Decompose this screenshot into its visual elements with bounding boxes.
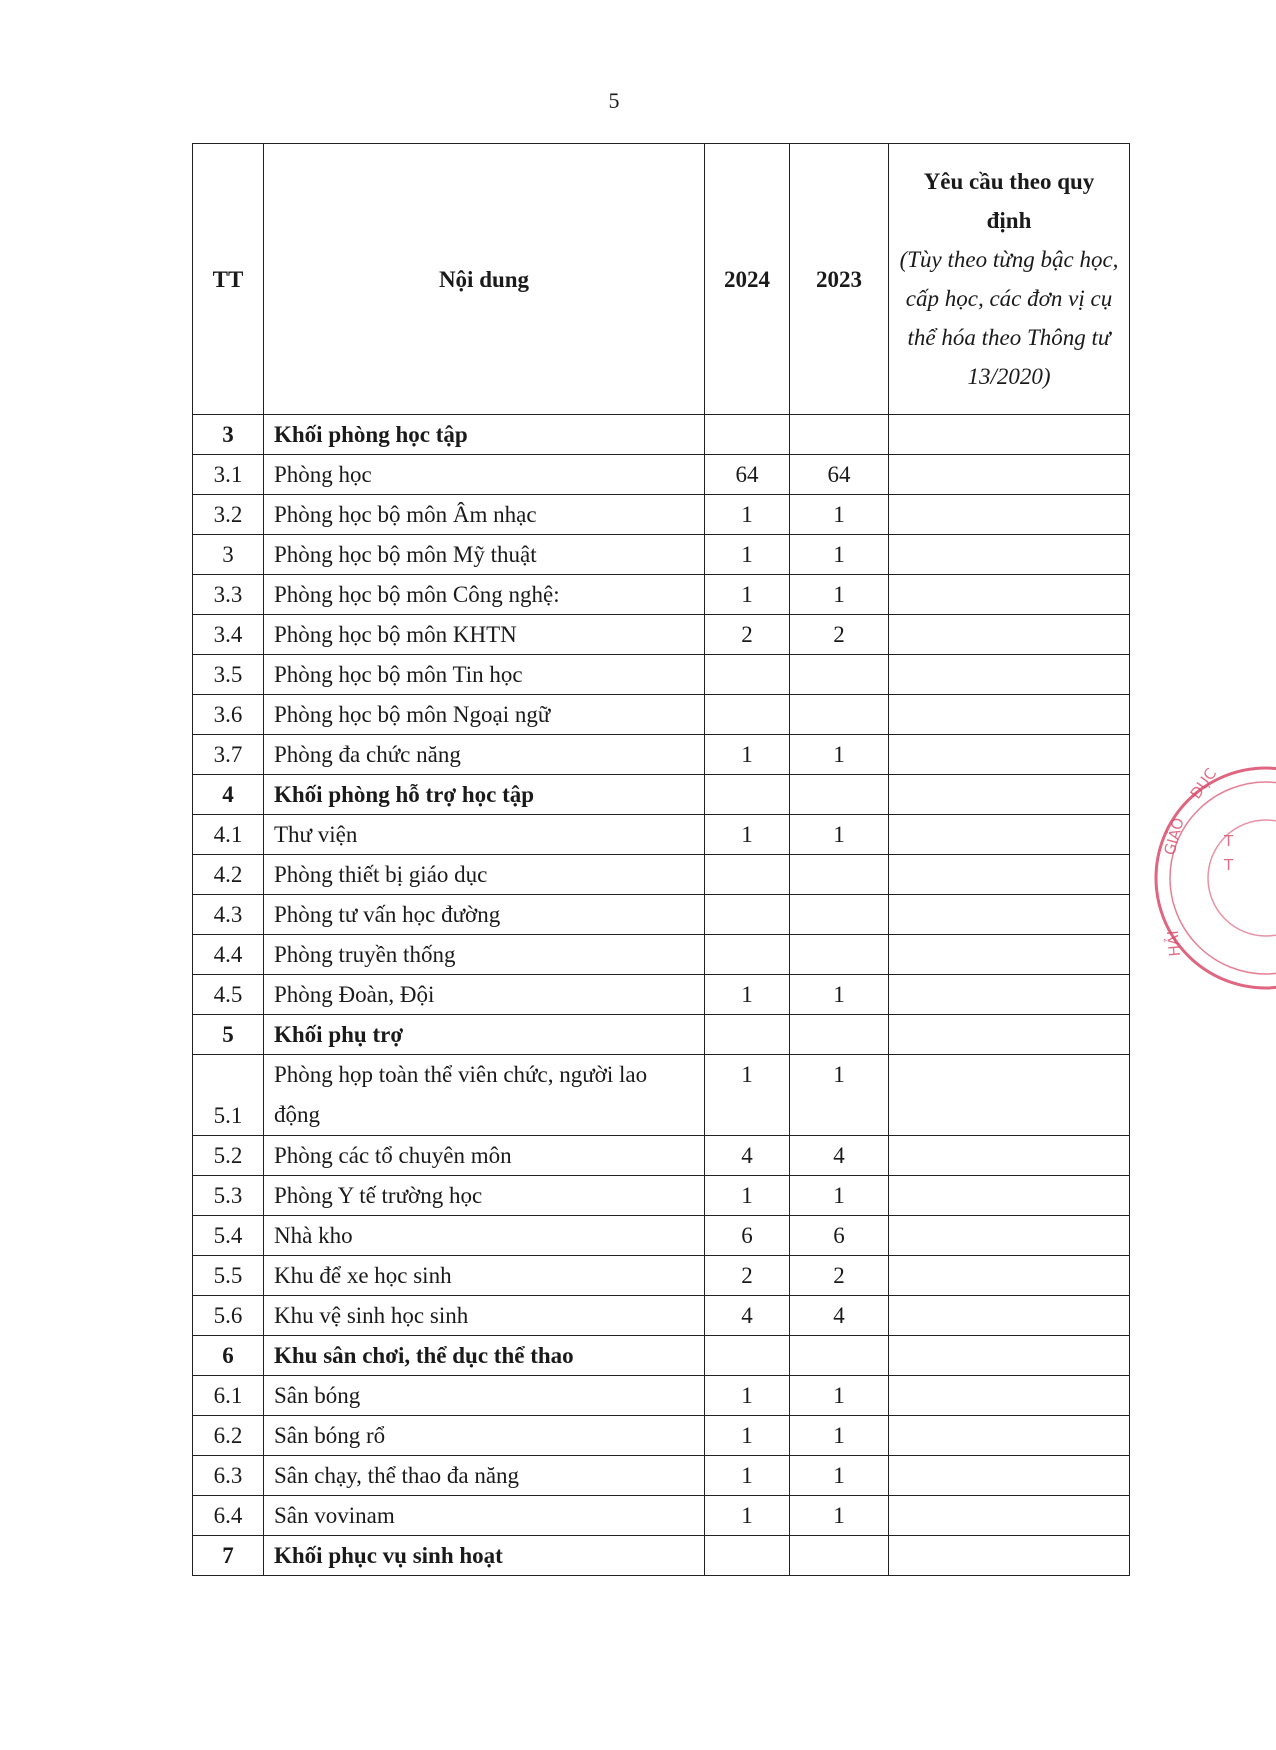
- cell-2023: 6: [790, 1216, 889, 1256]
- table-header-row: [193, 144, 1130, 415]
- cell-2023: 4: [790, 1296, 889, 1336]
- cell-requirement: [889, 655, 1130, 695]
- svg-text:T: T: [1224, 856, 1234, 874]
- table-row: [193, 1456, 1130, 1496]
- header-requirement-title: Yêu cầu theo quy định: [923, 169, 1095, 233]
- cell-tt: 4.2: [193, 855, 264, 895]
- section-row: [193, 1336, 1130, 1376]
- cell-2024: 1: [705, 1456, 790, 1496]
- table-row: [193, 1256, 1130, 1296]
- cell-tt: 5: [193, 1015, 264, 1055]
- cell-content: Phòng truyền thống: [264, 935, 705, 975]
- table-row: [193, 935, 1130, 975]
- header-tt: TT: [193, 144, 264, 415]
- cell-2023: 1: [790, 1055, 889, 1136]
- table-row: [193, 1296, 1130, 1336]
- header-requirement: [889, 144, 1130, 415]
- cell-tt: 5.4: [193, 1216, 264, 1256]
- svg-text:ĐỤC: ĐỤC: [1186, 764, 1221, 803]
- table-row: [193, 855, 1130, 895]
- svg-text:T: T: [1224, 832, 1234, 850]
- cell-2023: 2: [790, 615, 889, 655]
- cell-requirement: [889, 1256, 1130, 1296]
- cell-2023: 1: [790, 975, 889, 1015]
- cell-requirement: [889, 415, 1130, 455]
- table-row: [193, 895, 1130, 935]
- cell-tt: 3.6: [193, 695, 264, 735]
- cell-content: Phòng họp toàn thể viên chức, người lao động: [264, 1055, 705, 1136]
- cell-2023: 1: [790, 735, 889, 775]
- cell-tt: 5.6: [193, 1296, 264, 1336]
- table-row: [193, 655, 1130, 695]
- cell-2023: [790, 935, 889, 975]
- cell-tt: 3.7: [193, 735, 264, 775]
- cell-requirement: [889, 695, 1130, 735]
- table-row: [193, 1176, 1130, 1216]
- cell-tt: 3.2: [193, 495, 264, 535]
- cell-content: Phòng các tổ chuyên môn: [264, 1136, 705, 1176]
- cell-2023: 1: [790, 575, 889, 615]
- svg-text:GIÁO: GIÁO: [1160, 815, 1188, 858]
- cell-requirement: [889, 1216, 1130, 1256]
- cell-content: Sân bóng: [264, 1376, 705, 1416]
- cell-2023: [790, 775, 889, 815]
- section-row: [193, 1536, 1130, 1576]
- cell-content: Phòng đa chức năng: [264, 735, 705, 775]
- cell-2024: [705, 775, 790, 815]
- cell-content: Phòng học bộ môn Âm nhạc: [264, 495, 705, 535]
- table-row: [193, 735, 1130, 775]
- table-row: [193, 495, 1130, 535]
- cell-content: Phòng học bộ môn KHTN: [264, 615, 705, 655]
- cell-content: Sân chạy, thể thao đa năng: [264, 1456, 705, 1496]
- cell-content: Khối phụ trợ: [264, 1015, 705, 1055]
- cell-tt: 6.4: [193, 1496, 264, 1536]
- cell-content: Khối phòng hỗ trợ học tập: [264, 775, 705, 815]
- cell-2023: 1: [790, 1416, 889, 1456]
- cell-2023: 1: [790, 1456, 889, 1496]
- facilities-table: [192, 143, 1130, 1576]
- cell-tt: 3: [193, 415, 264, 455]
- cell-2024: 6: [705, 1216, 790, 1256]
- cell-2023: [790, 1336, 889, 1376]
- cell-requirement: [889, 895, 1130, 935]
- table-row: [193, 1496, 1130, 1536]
- cell-2023: 1: [790, 1376, 889, 1416]
- table-row: [193, 615, 1130, 655]
- cell-requirement: [889, 495, 1130, 535]
- cell-requirement: [889, 535, 1130, 575]
- cell-2023: 64: [790, 455, 889, 495]
- cell-tt: 3: [193, 535, 264, 575]
- table-row: [193, 1055, 1130, 1136]
- cell-tt: 3.1: [193, 455, 264, 495]
- table-row: [193, 975, 1130, 1015]
- cell-2023: [790, 655, 889, 695]
- cell-2024: [705, 415, 790, 455]
- cell-2024: [705, 1536, 790, 1576]
- section-row: [193, 775, 1130, 815]
- table-row: [193, 455, 1130, 495]
- cell-tt: 6.3: [193, 1456, 264, 1496]
- table-row: [193, 695, 1130, 735]
- cell-tt: 4.1: [193, 815, 264, 855]
- cell-requirement: [889, 775, 1130, 815]
- cell-2023: 1: [790, 1496, 889, 1536]
- cell-content: Nhà kho: [264, 1216, 705, 1256]
- cell-content: Sân vovinam: [264, 1496, 705, 1536]
- cell-2024: 1: [705, 575, 790, 615]
- cell-requirement: [889, 1136, 1130, 1176]
- section-row: [193, 415, 1130, 455]
- cell-2024: 1: [705, 1496, 790, 1536]
- cell-content: Khối phòng học tập: [264, 415, 705, 455]
- cell-2024: 1: [705, 535, 790, 575]
- cell-2023: [790, 1015, 889, 1055]
- cell-requirement: [889, 975, 1130, 1015]
- cell-2024: 1: [705, 1176, 790, 1216]
- cell-tt: 3.4: [193, 615, 264, 655]
- cell-2023: 1: [790, 815, 889, 855]
- cell-2024: 1: [705, 1376, 790, 1416]
- cell-tt: 4.4: [193, 935, 264, 975]
- cell-2023: 1: [790, 1176, 889, 1216]
- cell-2024: [705, 1336, 790, 1376]
- cell-2023: 2: [790, 1256, 889, 1296]
- cell-tt: 4.3: [193, 895, 264, 935]
- cell-content: Khu để xe học sinh: [264, 1256, 705, 1296]
- cell-tt: 5.5: [193, 1256, 264, 1296]
- cell-2024: [705, 655, 790, 695]
- cell-2024: 2: [705, 615, 790, 655]
- cell-requirement: [889, 1015, 1130, 1055]
- cell-tt: 4.5: [193, 975, 264, 1015]
- table-row: [193, 815, 1130, 855]
- section-row: [193, 1015, 1130, 1055]
- cell-content: Phòng tư vấn học đường: [264, 895, 705, 935]
- cell-content: Phòng Đoàn, Đội: [264, 975, 705, 1015]
- cell-requirement: [889, 1376, 1130, 1416]
- cell-requirement: [889, 455, 1130, 495]
- cell-2024: [705, 855, 790, 895]
- cell-2024: 4: [705, 1296, 790, 1336]
- cell-tt: 6: [193, 1336, 264, 1376]
- cell-tt: 5.3: [193, 1176, 264, 1216]
- red-seal-stamp: [1146, 748, 1276, 1018]
- cell-2024: 1: [705, 735, 790, 775]
- cell-2023: [790, 855, 889, 895]
- cell-2023: 1: [790, 495, 889, 535]
- cell-content: Sân bóng rổ: [264, 1416, 705, 1456]
- cell-content: Phòng Y tế trường học: [264, 1176, 705, 1216]
- cell-tt: 3.3: [193, 575, 264, 615]
- cell-content: Thư viện: [264, 815, 705, 855]
- cell-2024: [705, 1015, 790, 1055]
- cell-requirement: [889, 1336, 1130, 1376]
- cell-2024: 2: [705, 1256, 790, 1296]
- cell-requirement: [889, 575, 1130, 615]
- cell-tt: 5.2: [193, 1136, 264, 1176]
- cell-tt: 5.1: [193, 1055, 264, 1136]
- cell-requirement: [889, 1055, 1130, 1136]
- cell-2023: 1: [790, 535, 889, 575]
- cell-tt: 6.2: [193, 1416, 264, 1456]
- cell-requirement: [889, 735, 1130, 775]
- cell-requirement: [889, 1176, 1130, 1216]
- cell-2024: 1: [705, 975, 790, 1015]
- cell-tt: 7: [193, 1536, 264, 1576]
- table-row: [193, 575, 1130, 615]
- cell-2023: [790, 1536, 889, 1576]
- cell-2023: [790, 415, 889, 455]
- cell-content: Khu vệ sinh học sinh: [264, 1296, 705, 1336]
- cell-requirement: [889, 1296, 1130, 1336]
- cell-2024: [705, 695, 790, 735]
- cell-requirement: [889, 1536, 1130, 1576]
- table-row: [193, 1216, 1130, 1256]
- cell-2024: 1: [705, 1055, 790, 1136]
- table-row: [193, 1136, 1130, 1176]
- cell-tt: 4: [193, 775, 264, 815]
- header-content: Nội dung: [264, 144, 705, 415]
- cell-requirement: [889, 935, 1130, 975]
- cell-requirement: [889, 1416, 1130, 1456]
- page-number: 5: [608, 88, 620, 113]
- cell-2024: [705, 895, 790, 935]
- cell-2024: 1: [705, 815, 790, 855]
- cell-requirement: [889, 855, 1130, 895]
- cell-requirement: [889, 815, 1130, 855]
- table-row: [193, 535, 1130, 575]
- cell-content: Phòng học: [264, 455, 705, 495]
- cell-content: Phòng học bộ môn Ngoại ngữ: [264, 695, 705, 735]
- table-row: [193, 1416, 1130, 1456]
- table-row: [193, 1376, 1130, 1416]
- header-requirement-note: (Tùy theo từng bậc học, cấp học, các đơn vị cụ thể hóa theo Thông tư 13/2020): [899, 247, 1119, 389]
- cell-requirement: [889, 1496, 1130, 1536]
- cell-2023: 4: [790, 1136, 889, 1176]
- cell-tt: 3.5: [193, 655, 264, 695]
- cell-content: Phòng học bộ môn Tin học: [264, 655, 705, 695]
- svg-text:HẢI: HẢI: [1163, 929, 1184, 958]
- header-year-2024: 2024: [705, 144, 790, 415]
- table-body: [193, 415, 1130, 1576]
- cell-content: Khu sân chơi, thể dục thể thao: [264, 1336, 705, 1376]
- cell-tt: 6.1: [193, 1376, 264, 1416]
- cell-2024: 4: [705, 1136, 790, 1176]
- cell-2024: 1: [705, 495, 790, 535]
- cell-2024: 1: [705, 1416, 790, 1456]
- cell-2024: 64: [705, 455, 790, 495]
- cell-content: Phòng học bộ môn Mỹ thuật: [264, 535, 705, 575]
- header-year-2023: 2023: [790, 144, 889, 415]
- cell-requirement: [889, 1456, 1130, 1496]
- cell-content: Phòng học bộ môn Công nghệ:: [264, 575, 705, 615]
- cell-requirement: [889, 615, 1130, 655]
- cell-2023: [790, 895, 889, 935]
- cell-content: Phòng thiết bị giáo dục: [264, 855, 705, 895]
- cell-content: Khối phục vụ sinh hoạt: [264, 1536, 705, 1576]
- cell-2024: [705, 935, 790, 975]
- cell-2023: [790, 695, 889, 735]
